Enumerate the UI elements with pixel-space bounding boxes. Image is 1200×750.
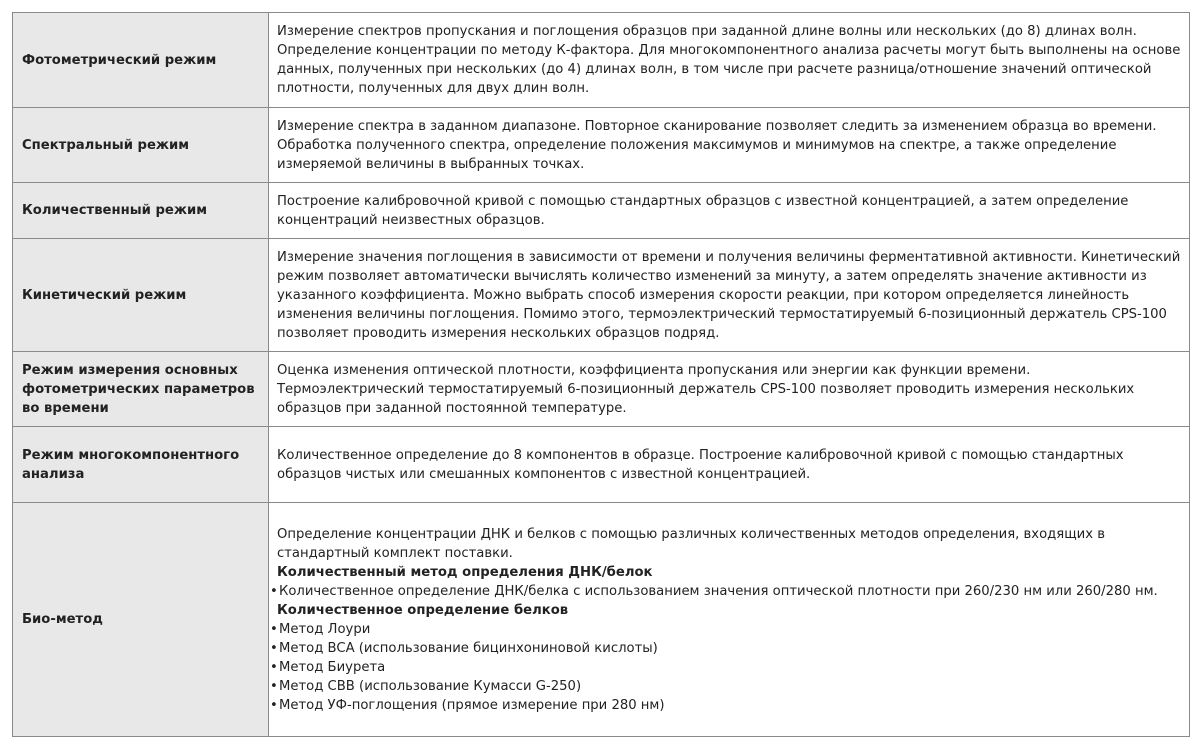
table-row	[13, 239, 1190, 352]
mode-description: Количественное определение до 8 компонентов в образце. Построение калибровочной кривой с помощью стандартных образцов чистых или смешанных компонентов с известной концентрацией.	[269, 427, 1190, 503]
mode-name: Кинетический режим	[13, 239, 269, 352]
list-item: • Метод Лоури	[270, 620, 1181, 639]
table-row	[13, 503, 1190, 737]
mode-name: Фотометрический режим	[13, 13, 269, 108]
table-row	[13, 108, 1190, 183]
mode-description	[269, 503, 1190, 737]
measurement-modes-table	[12, 12, 1190, 737]
list-item: • Метод УФ-поглощения (прямое измерение при 280 нм)	[270, 696, 1181, 715]
mode-description: Измерение значения поглощения в зависимости от времени и получения величины ферментативной активности. Кинетический режим позволяет автоматически вычислять количество изменений за минуту, а затем определять значение активности из указанного коэффициента. Можно выбрать способ измерения скорости реакции, при котором определяется линейность изменения величины поглощения. Помимо этого, термоэлектрический термостатируемый 6-позиционный держатель CPS-100 позволяет проводить измерения нескольких образцов подряд.	[269, 239, 1190, 352]
bio-heading-dna-protein: Количественный метод определения ДНК/белок	[277, 564, 653, 580]
mode-name: Количественный режим	[13, 183, 269, 239]
mode-description: Измерение спектра в заданном диапазоне. Повторное сканирование позволяет следить за изменением образца во времени. Обработка полученного спектра, определение положения максимумов и минимумов на спектре, а также определение измеряемой величины в выбранных точках.	[269, 108, 1190, 183]
mode-name: Спектральный режим	[13, 108, 269, 183]
mode-description: Оценка изменения оптической плотности, коэффициента пропускания или энергии как функции времени. Термоэлектрический термостатируемый 6-позиционный держатель CPS-100 позволяет проводить измерения нескольких образцов при заданной постоянной температуре.	[269, 352, 1190, 427]
mode-description: Измерение спектров пропускания и поглощения образцов при заданной длине волны или нескольких (до 8) длинах волн. Определение концентрации по методу К-фактора. Для многокомпонентного анализа расчеты могут быть выполнены на основе данных, полученных при нескольких (до 4) длинах волн, в том числе при расчете разница/отношение значений оптической плотности, полученных для двух длин волн.	[269, 13, 1190, 108]
list-item: • Метод BCA (использование бицинхониновой кислоты)	[270, 639, 1181, 658]
table-row	[13, 352, 1190, 427]
table-row	[13, 183, 1190, 239]
list-item: • Метод Биурета	[270, 658, 1181, 677]
bio-intro: Определение концентрации ДНК и белков с помощью различных количественных методов определения, входящих в стандартный комплект поставки.	[277, 526, 1105, 561]
table-row	[13, 13, 1190, 108]
mode-description: Построение калибровочной кривой с помощью стандартных образцов с известной концентрацией, а затем определение концентраций неизвестных образцов.	[269, 183, 1190, 239]
mode-name: Био-метод	[13, 503, 269, 737]
bio-heading-proteins: Количественное определение белков	[277, 602, 569, 618]
list-item: • Метод CBB (использование Кумасси G-250)	[270, 677, 1181, 696]
mode-name: Режим многокомпонентного анализа	[13, 427, 269, 503]
list-item: • Количественное определение ДНК/белка с использованием значения оптической плотности при 260/230 нм или 260/280 нм.	[270, 582, 1181, 601]
table-row	[13, 427, 1190, 503]
mode-name: Режим измерения основных фотометрических параметров во времени	[13, 352, 269, 427]
